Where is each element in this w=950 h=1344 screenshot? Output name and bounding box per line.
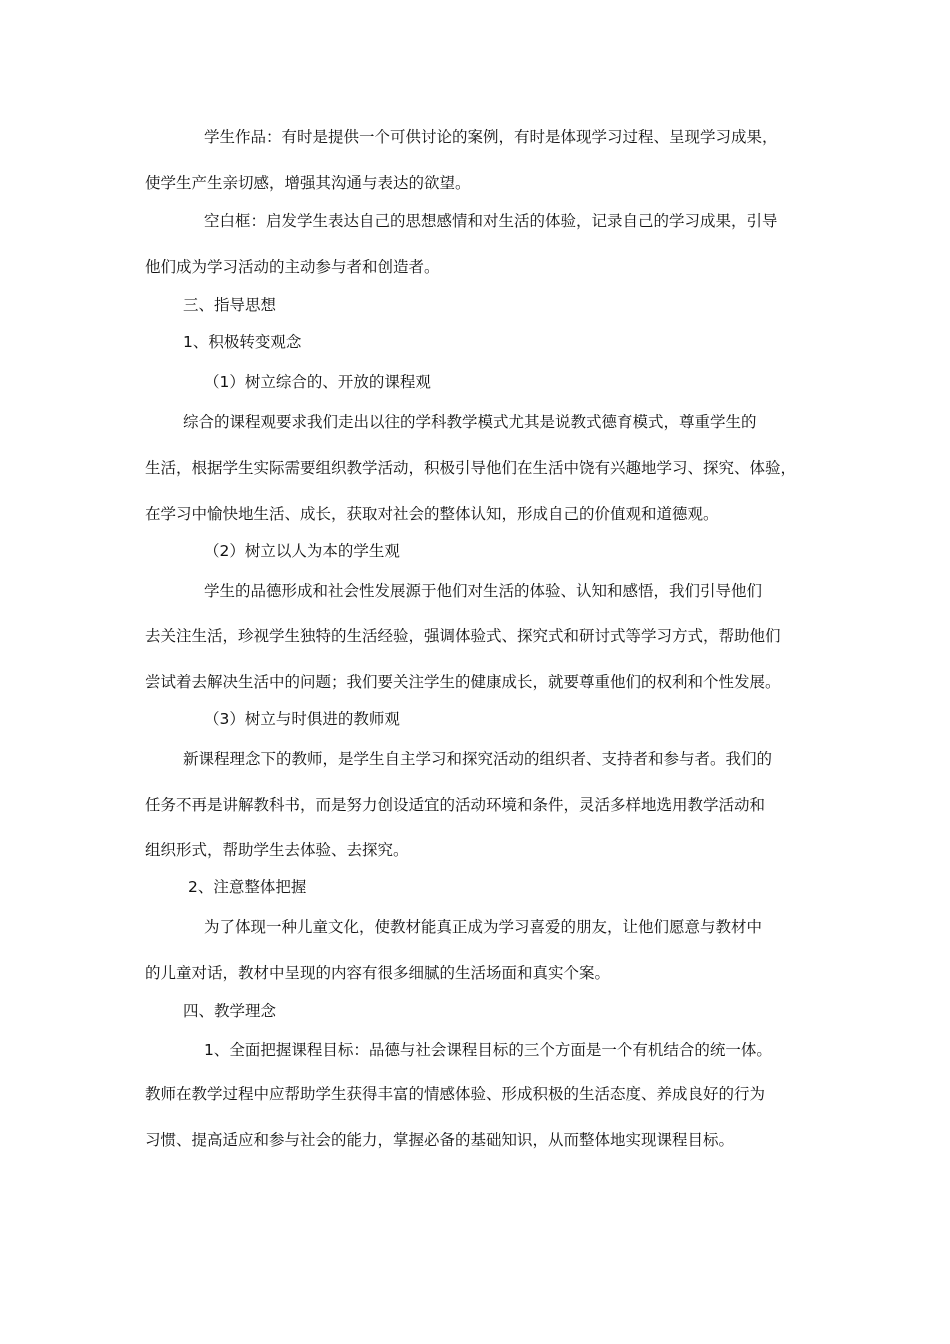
paragraph-line: 为了体现一种儿童文化，使教材能真正成为学习喜爱的朋友，让他们愿意与教材中 bbox=[204, 918, 763, 936]
paragraph-line: 学生作品：有时是提供一个可供讨论的案例，有时是体现学习过程、呈现学习成果， bbox=[204, 128, 778, 146]
paragraph-line: 任务不再是讲解教科书，而是努力创设适宜的活动环境和条件，灵活多样地选用教学活动和 bbox=[145, 796, 766, 814]
subsection-heading: （1）树立综合的、开放的课程观 bbox=[204, 373, 431, 391]
paragraph-line: 尝试着去解决生活中的问题；我们要关注学生的健康成长，就要尊重他们的权利和个性发展。 bbox=[145, 673, 781, 691]
paragraph-line: 学生的品德形成和社会性发展源于他们对生活的体验、认知和感悟，我们引导他们 bbox=[204, 582, 763, 600]
paragraph-line: 新课程理念下的教师，是学生自主学习和探究活动的组织者、支持者和参与者。我们的 bbox=[183, 750, 773, 768]
subsection-heading: 1、积极转变观念 bbox=[183, 333, 302, 351]
paragraph-line: 组织形式，帮助学生去体验、去探究。 bbox=[145, 841, 409, 859]
paragraph-line: 去关注生活，珍视学生独特的生活经验，强调体验式、探究式和研讨式等学习方式，帮助他们 bbox=[145, 627, 781, 645]
paragraph-line: 综合的课程观要求我们走出以往的学科教学模式尤其是说教式德育模式，尊重学生的 bbox=[183, 413, 757, 431]
paragraph-line: 生活，根据学生实际需要组织教学活动，积极引导他们在生活中饶有兴趣地学习、探究、体验， bbox=[145, 459, 797, 477]
paragraph-line: 他们成为学习活动的主动参与者和创造者。 bbox=[145, 258, 440, 276]
subsection-heading: 2、注意整体把握 bbox=[188, 878, 307, 896]
paragraph-line: 的儿童对话，教材中呈现的内容有很多细腻的生活场面和真实个案。 bbox=[145, 964, 611, 982]
paragraph-line: 教师在教学过程中应帮助学生获得丰富的情感体验、形成积极的生活态度、养成良好的行为 bbox=[145, 1085, 766, 1103]
paragraph-line: 使学生产生亲切感，增强其沟通与表达的欲望。 bbox=[145, 174, 471, 192]
paragraph-line: 习惯、提高适应和参与社会的能力，掌握必备的基础知识，从而整体地实现课程目标。 bbox=[145, 1131, 735, 1149]
section-heading: 四、教学理念 bbox=[183, 1002, 277, 1020]
paragraph-line: 1、全面把握课程目标：品德与社会课程目标的三个方面是一个有机结合的统一体。 bbox=[204, 1041, 772, 1059]
subsection-heading: （3）树立与时俱进的教师观 bbox=[204, 710, 400, 728]
subsection-heading: （2）树立以人为本的学生观 bbox=[204, 542, 400, 560]
paragraph-line: 空白框：启发学生表达自己的思想感情和对生活的体验，记录自己的学习成果，引导 bbox=[204, 212, 778, 230]
paragraph-line: 在学习中愉快地生活、成长，获取对社会的整体认知，形成自己的价值观和道德观。 bbox=[145, 505, 719, 523]
section-heading: 三、指导思想 bbox=[183, 296, 277, 314]
